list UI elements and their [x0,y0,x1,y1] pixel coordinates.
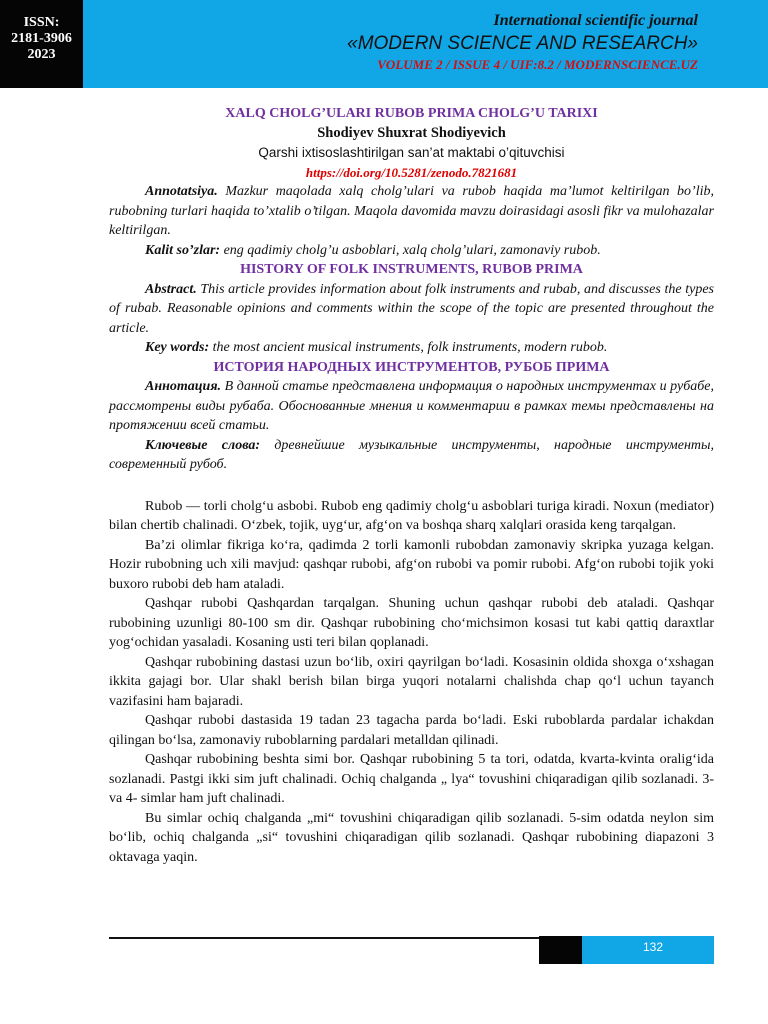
body-paragraph: Qashqar rubobining beshta simi bor. Qashqar rubobining 5 ta tori, odatda, kvarta-kvinta oralig‘ida sozlanadi. Pastgi ikki sim juft chalinadi. Ochiq chalganda „ lya“ tovushini chiqaradigan qilib sozlanadi. 3- va 4- simlar ham juft chalinadi. [109,752,714,806]
article-content [109,104,714,867]
keywords-uz-text: eng qadimiy cholg’u asboblari, xalq cholg’ulari, zamonaviy rubob. [220,242,601,258]
page-number: 132 [642,940,664,954]
abstract-en-text: This article provides information about folk instruments and rubab, and discusses the types of rubab. Reasonable opinions and comments within the scope of the topic are presented throughout the article. [109,281,714,336]
journal-header [347,10,698,74]
issn-number: 2181-3906 [11,31,72,46]
author-affiliation: Qarshi ixtisoslashtirilgan san’at maktabi o’qituvchisi [258,145,565,160]
body-paragraph: Bu simlar ochiq chalganda „mi“ tovushini chiqaradigan qilib sozlanadi. 5-sim odatda neylon sim bo‘lib, ochiq chalganda „si“ tovushini chiqaradigan qilib sozlanadi. Qashqar rubobining diapazoni 3 oktavaga yaqin. [109,810,714,865]
annotation-uz-text: Mazkur maqolada xalq cholg’ulari va rubob haqida ma’lumot keltirilgan bo’lib, rubobning turlari haqida to’xtalib o’tilgan. Maqola davomida mavzu doirasidagi asosli fikr va mulohazalar keltirilgan. [109,184,714,238]
keywords-uz-label: Kalit so’zlar: [145,242,221,258]
journal-type: International scientific journal [493,12,698,29]
keywords-ru-text: древнейшие музыкальные инструменты, народные инструменты, современный рубоб. [109,437,714,472]
abstract-en-label: Abstract. [145,281,197,297]
annotation-ru-text: В данной статье представлена информация о народных инструментах и рубабе, рассмотрены виды рубаба. Обоснованные мнения и комментарии в рамках темы представлены на протяжении всей статьи. [109,379,714,433]
keywords-en-label: Key words: [145,340,210,355]
annotation-ru-label: Аннотация. [145,379,222,394]
article-title-uz: XALQ CHOLG’ULARI RUBOB PRIMA CHOLG’U TARIXI [225,106,598,121]
doi-link[interactable]: https://doi.org/10.5281/zenodo.7821681 [305,164,518,180]
abstract-en [109,280,714,339]
keywords-en-text: the most ancient musical instruments, folk instruments, modern rubob. [209,340,608,355]
body-paragraph: Qashqar rubobining dastasi uzun bo‘lib, oxiri qayrilgan bo‘ladi. Kosasinin oldida shoxga o‘xshagan ikkita gajagi bor. Ular shakl berish bilan birga yuqori notalarni chalishda chap qo‘l uchun tayanch vazifasini ham bajaradi. [109,654,714,709]
journal-volume-line: VOLUME 2 / ISSUE 4 / UIF:8.2 / MODERNSCIENCE.UZ [377,57,698,72]
keywords-ru-label: Ключевые слова: [145,437,261,453]
annotation-ru [109,377,714,436]
body-paragraph: Rubob — torli cholg‘u asbobi. Rubob eng qadimiy cholg‘u asboblari turiga kiradi. Noxun (mediator) bilan chertib chalinadi. O‘zbek, tojik, uyg‘ur, afg‘on va boshqa sharq xalqlari orasida keng tarqalgan. [109,498,714,533]
journal-name: «MODERN SCIENCE AND RESEARCH» [347,33,698,54]
annotation-uz [109,182,714,241]
issn-label: ISSN: [23,15,60,30]
footer-rule [109,937,539,939]
issn-year: 2023 [27,47,56,62]
keywords-uz [109,241,714,261]
article-title-ru: ИСТОРИЯ НАРОДНЫХ ИНСТРУМЕНТОВ, РУБОБ ПРИМА [213,359,610,375]
body-paragraph: Qashqar rubobi dastasida 19 tadan 23 tagacha parda bo‘ladi. Eski ruboblarda pardalar ichakdan qilingan bo‘lsa, zamonaviy ruboblarning pardalari metalldan qilinadi. [109,713,714,748]
issn-block [0,15,83,63]
article-author: Shodiyev Shuxrat Shodiyevich [317,124,506,141]
annotation-uz-label: Annotatsiya. [145,184,218,199]
section-spacer [109,475,714,497]
article-title-en: HISTORY OF FOLK INSTRUMENTS, RUBOB PRIMA [240,262,583,277]
keywords-ru [109,436,714,475]
body-paragraph: Qashqar rubobi Qashqardan tarqalgan. Shuning uchun qashqar rubobi deb ataladi. Qashqar rubobining uzunligi 80-100 sm dir. Qashqar rubobining cho‘michsimon kosasi tut kabi qattiq daraxtlar yog‘ochidan yasaladi. Kosaning usti teri bilan qoplanadi. [109,596,714,650]
footer-black-block [539,936,582,964]
keywords-en [109,338,714,358]
body-paragraph: Ba’zi olimlar fikriga ko‘ra, qadimda 2 torli kamonli rubobdan zamonaviy skripka yuzaga kelgan. Hozir rubobning uch xili mavjud: qashqar rubobi, afg‘on rubobi va pomir rubobi. Afg‘on rubobi tojik yoki buxoro rubobi deb ham ataladi. [109,537,714,592]
